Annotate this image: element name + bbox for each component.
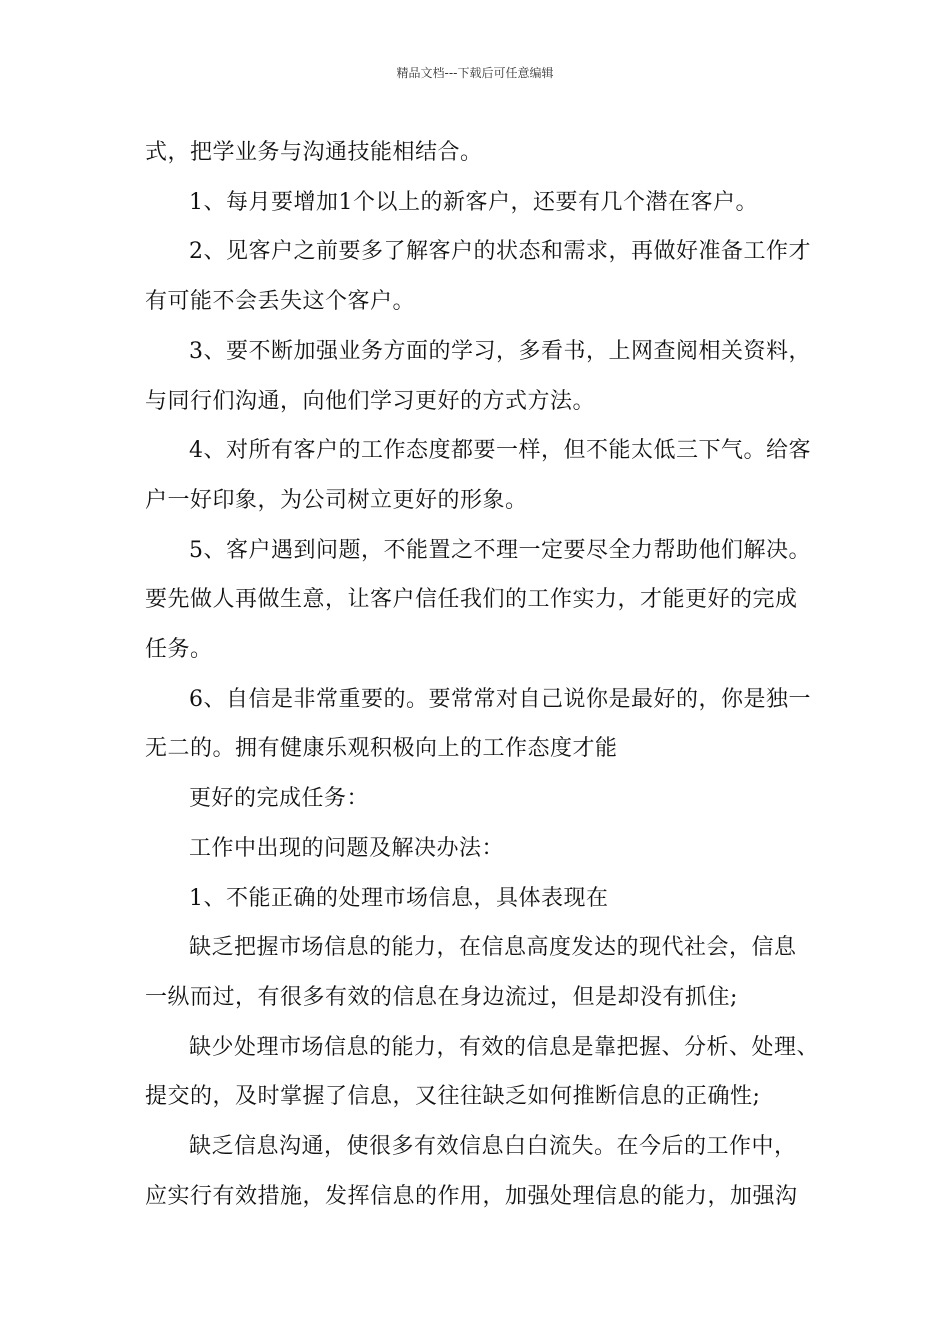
- text-line: 户一好印象，为公司树立更好的形象。: [145, 487, 528, 513]
- page-header: 精品文档---下载后可任意编辑: [396, 66, 554, 80]
- list-item-5: 5、客户遇到问题，不能置之不理一定要尽全力帮助他们解决。: [189, 537, 811, 563]
- text-line: 任务。: [145, 637, 213, 663]
- list-item-1: 1、每月要增加1个以上的新客户，还要有几个潜在客户。: [189, 189, 758, 215]
- text-line: 与同行们沟通，向他们学习更好的方式方法。: [145, 388, 596, 414]
- paragraph: 缺乏信息沟通，使很多有效信息白白流失。在今后的工作中，: [189, 1134, 797, 1160]
- text-line: 式，把学业务与沟通技能相结合。: [145, 140, 483, 165]
- paragraph: 更好的完成任务：: [189, 786, 370, 812]
- text-line: 无二的。拥有健康乐观积极向上的工作态度才能: [145, 736, 618, 762]
- paragraph: 缺少处理市场信息的能力，有效的信息是靠把握、分析、处理、: [189, 1034, 820, 1060]
- problem-item-1: 1、不能正确的处理市场信息，具体表现在: [189, 885, 609, 911]
- text-line: 应实行有效措施，发挥信息的作用，加强处理信息的能力，加强沟: [145, 1183, 798, 1209]
- document-body: [145, 128, 820, 1221]
- text-line: 有可能不会丢失这个客户。: [145, 289, 416, 315]
- section-heading: 工作中出现的问题及解决办法：: [189, 835, 505, 861]
- list-item-3: 3、要不断加强业务方面的学习，多看书，上网查阅相关资料，: [189, 338, 811, 364]
- list-item-2: 2、见客户之前要多了解客户的状态和需求，再做好准备工作才: [189, 239, 811, 265]
- text-line: 一纵而过，有很多有效的信息在身边流过，但是却没有抓住;: [145, 984, 738, 1010]
- text-line: 要先做人再做生意，让客户信任我们的工作实力，才能更好的完成: [145, 587, 798, 613]
- list-item-6: 6、自信是非常重要的。要常常对自己说你是最好的，你是独一: [189, 686, 811, 712]
- paragraph: 缺乏把握市场信息的能力，在信息高度发达的现代社会，信息: [189, 935, 797, 961]
- list-item-4: 4、对所有客户的工作态度都要一样，但不能太低三下气。给客: [189, 438, 811, 464]
- text-line: 提交的，及时掌握了信息，又往往缺乏如何推断信息的正确性;: [145, 1084, 761, 1110]
